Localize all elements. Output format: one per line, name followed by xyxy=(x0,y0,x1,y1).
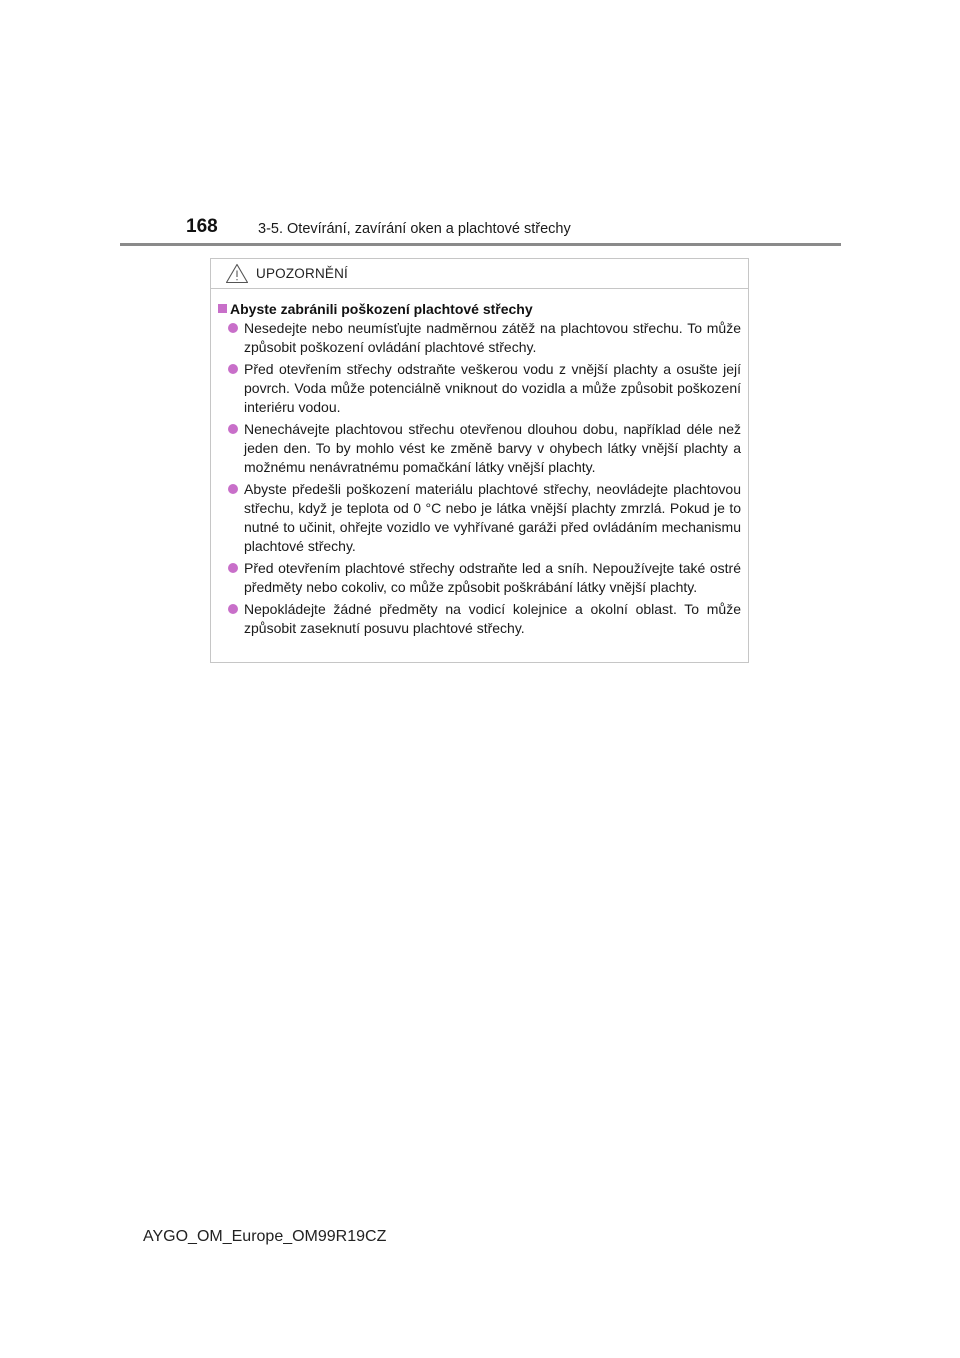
list-item xyxy=(218,420,741,477)
caution-subheading xyxy=(218,301,741,317)
caution-list xyxy=(218,319,741,638)
page-number: 168 xyxy=(186,216,218,237)
caution-title: UPOZORNĚNÍ xyxy=(256,266,349,281)
list-item xyxy=(218,360,741,417)
footer-document-code: AYGO_OM_Europe_OM99R19CZ xyxy=(143,1228,387,1245)
list-item-text: Nenechávejte plachtovou střechu otevřenou dlouhou dobu, například déle než jeden den. To by mohlo vést ke změně barvy v ohybech látky vnější plachty a možnému nenávratnému pomačkání látky vnější plachty. xyxy=(244,421,741,475)
list-item-text: Nesedejte nebo neumísťujte nadměrnou zátěž na plachtovou střechu. To může způsobit poškození ovládání plachtové střechy. xyxy=(244,320,741,355)
header-rule xyxy=(120,243,841,246)
bullet-icon xyxy=(228,364,238,374)
caution-box xyxy=(210,258,749,663)
bullet-icon xyxy=(228,484,238,494)
bullet-icon xyxy=(228,424,238,434)
list-item-text: Před otevřením plachtové střechy odstraňte led a sníh. Nepoužívejte také ostré předměty nebo cokoliv, co může způsobit poškrábání látky vnější plachty. xyxy=(244,560,741,595)
caution-subheading-text: Abyste zabránili poškození plachtové střechy xyxy=(230,301,533,317)
list-item xyxy=(218,480,741,556)
caution-body xyxy=(211,289,748,638)
warning-triangle-icon xyxy=(225,263,249,284)
list-item-text: Abyste předešli poškození materiálu plachtové střechy, neovládejte plachtovou střechu, když je teplota od 0 °C nebo je látka vnější plachty zmrzlá. Pokud je to nutné to učinit, ohřejte vozidlo ve vyhřívané garáži před ovládáním mechanismu plachtové střechy. xyxy=(244,481,741,554)
section-title: 3-5. Otevírání, zavírání oken a plachtové střechy xyxy=(258,221,571,237)
list-item-text: Před otevřením střechy odstraňte veškerou vodu z vnější plachty a osušte její povrch. Voda může potenciálně vniknout do vozidla a může způsobit poškození interiéru vodou. xyxy=(244,361,741,415)
list-item-text: Nepokládejte žádné předměty na vodicí kolejnice a okolní oblast. To může způsobit zaseknutí posuvu plachtové střechy. xyxy=(244,601,741,636)
list-item xyxy=(218,559,741,597)
caution-header xyxy=(211,259,748,289)
square-bullet-icon xyxy=(218,304,227,313)
bullet-icon xyxy=(228,323,238,333)
bullet-icon xyxy=(228,604,238,614)
bullet-icon xyxy=(228,563,238,573)
list-item xyxy=(218,319,741,357)
list-item xyxy=(218,600,741,638)
